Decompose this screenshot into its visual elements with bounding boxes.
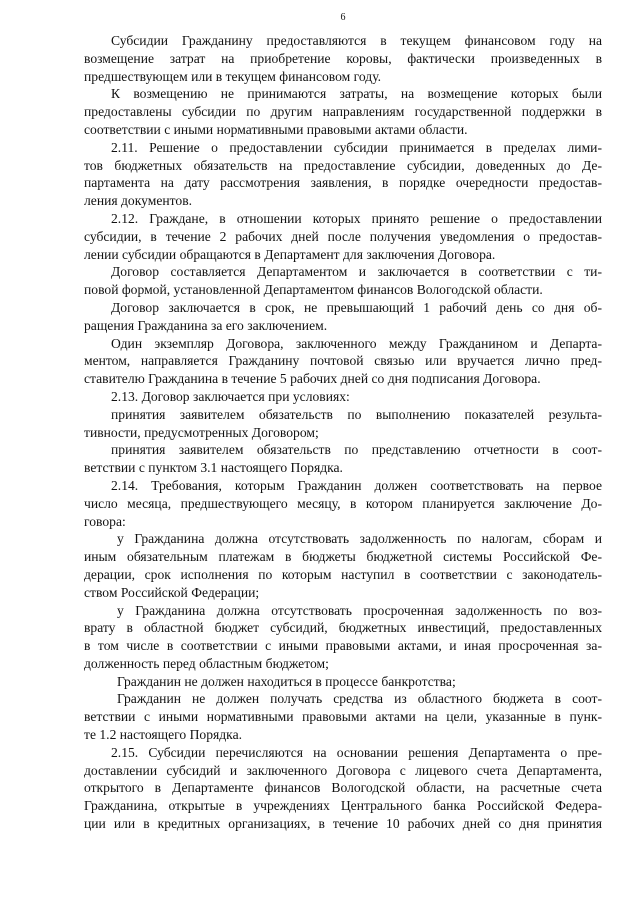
text-line: 2.11. Решение о предоставлении субсидии принимается в пределах лими- [111, 139, 602, 155]
text-line: дерации, срок исполнения по которым наступил в соответствии с законодатель- [84, 566, 602, 582]
text-line: врату в областной бюджет субсидий, бюджетных инвестиций, предоставленных [84, 620, 602, 636]
text-line: ством Российской Федерации; [84, 584, 260, 600]
text-line: Гражданин не должен находиться в процессе банкротства; [117, 673, 456, 689]
text-line: К возмещению не принимаются затраты, на возмещение которых были [111, 86, 602, 102]
text-line: лении субсидии обращаются в Департамент для заключения Договора. [84, 246, 496, 262]
text-line: Один экземпляр Договора, заключенного между Гражданином и Департа- [111, 335, 602, 351]
text-line: повой формой, установленной Департаментом финансов Вологодской области. [84, 282, 543, 298]
page-number: 6 [340, 12, 346, 23]
text-line: 2.15. Субсидии перечисляются на основании решения Департамента о пре- [111, 744, 602, 760]
text-line: тов бюджетных обязательств на предоставление субсидии, доведенных до Де- [84, 157, 602, 173]
text-line: ветствии с иными нормативными правовыми актами на цели, указанные в пунк- [84, 709, 602, 725]
text-line: Субсидии Гражданину предоставляются в текущем финансовом году на [111, 33, 602, 48]
text-line: субсидии, в течение 2 рабочих дней после получения уведомления о предостав- [84, 228, 602, 244]
text-line: Гражданина, открытые в учреждениях Центрального банка Российской Федера- [84, 798, 602, 814]
text-line: в том числе в соответствии с иными правовыми актами, и иная просроченная за- [84, 638, 602, 654]
document-body [84, 32, 602, 833]
text-line: число месяца, предшествующего месяцу, в котором планируется заключение До- [84, 495, 602, 511]
text-line: предоставлены субсидии по другим направлениям государственной поддержки в [84, 104, 602, 120]
text-line: Договор заключается в срок, не превышающий 1 рабочий день со дня об- [111, 299, 602, 315]
text-line: долженность перед областным бюджетом; [84, 655, 329, 671]
text-line: ращения Гражданина за его заключением. [84, 317, 328, 333]
text-line: ления документов. [84, 193, 193, 209]
text-line: ментом, направляется Гражданину почтовой связью или вручается лично пред- [84, 353, 602, 369]
text-line: принятия заявителем обязательств по выполнению показателей результа- [111, 406, 602, 422]
text-line: ветствии с пунктом 3.1 настоящего Порядка. [84, 460, 343, 476]
text-line: 2.13. Договор заключается при условиях: [111, 388, 350, 404]
text-line: иным обязательным платежам в бюджеты бюджетной системы Российской Фе- [84, 549, 602, 565]
text-line: тивности, предусмотренных Договором; [84, 424, 319, 440]
text-line: 2.12. Граждане, в отношении которых принято решение о предоставлении [111, 210, 602, 226]
text-line: соответствии с иными нормативными правовыми актами области. [84, 121, 468, 137]
text-line: 2.14. Требования, которым Гражданин должен соответствовать на первое [111, 477, 602, 493]
text-line: у Гражданина должна отсутствовать задолженность по налогам, сборам и [117, 531, 602, 547]
text-line: доставлении субсидий и заключенного Договора с лицевого счета Департамента, [84, 762, 602, 778]
text-line: Гражданин не должен получать средства из областного бюджета в соот- [117, 691, 602, 707]
text-line: возмещение затрат на приобретение коровы, фактически произведенных в [84, 50, 602, 66]
text-line: партамента на дату рассмотрения заявления, в порядке очередности предостав- [84, 175, 602, 191]
text-line: предшествующем или в текущем финансовом году. [84, 68, 382, 84]
text-line: те 1.2 настоящего Порядка. [84, 727, 243, 743]
text-line: у Гражданина должна отсутствовать просроченная задолженность по воз- [117, 602, 602, 618]
text-line: открытого в Департаменте финансов Вологодской области, на расчетные счета [84, 780, 602, 796]
text-line: принятия заявителем обязательств по представлению отчетности в соот- [111, 442, 602, 458]
text-line: ставителю Гражданина в течение 5 рабочих дней со дня подписания Договора. [84, 371, 541, 387]
text-line: говора: [84, 513, 126, 529]
document-page [84, 0, 602, 833]
text-line: ции или в кредитных организациях, в течение 10 рабочих дней со дня принятия [84, 816, 602, 832]
text-line: Договор составляется Департаментом и заключается в соответствии с ти- [111, 264, 602, 280]
